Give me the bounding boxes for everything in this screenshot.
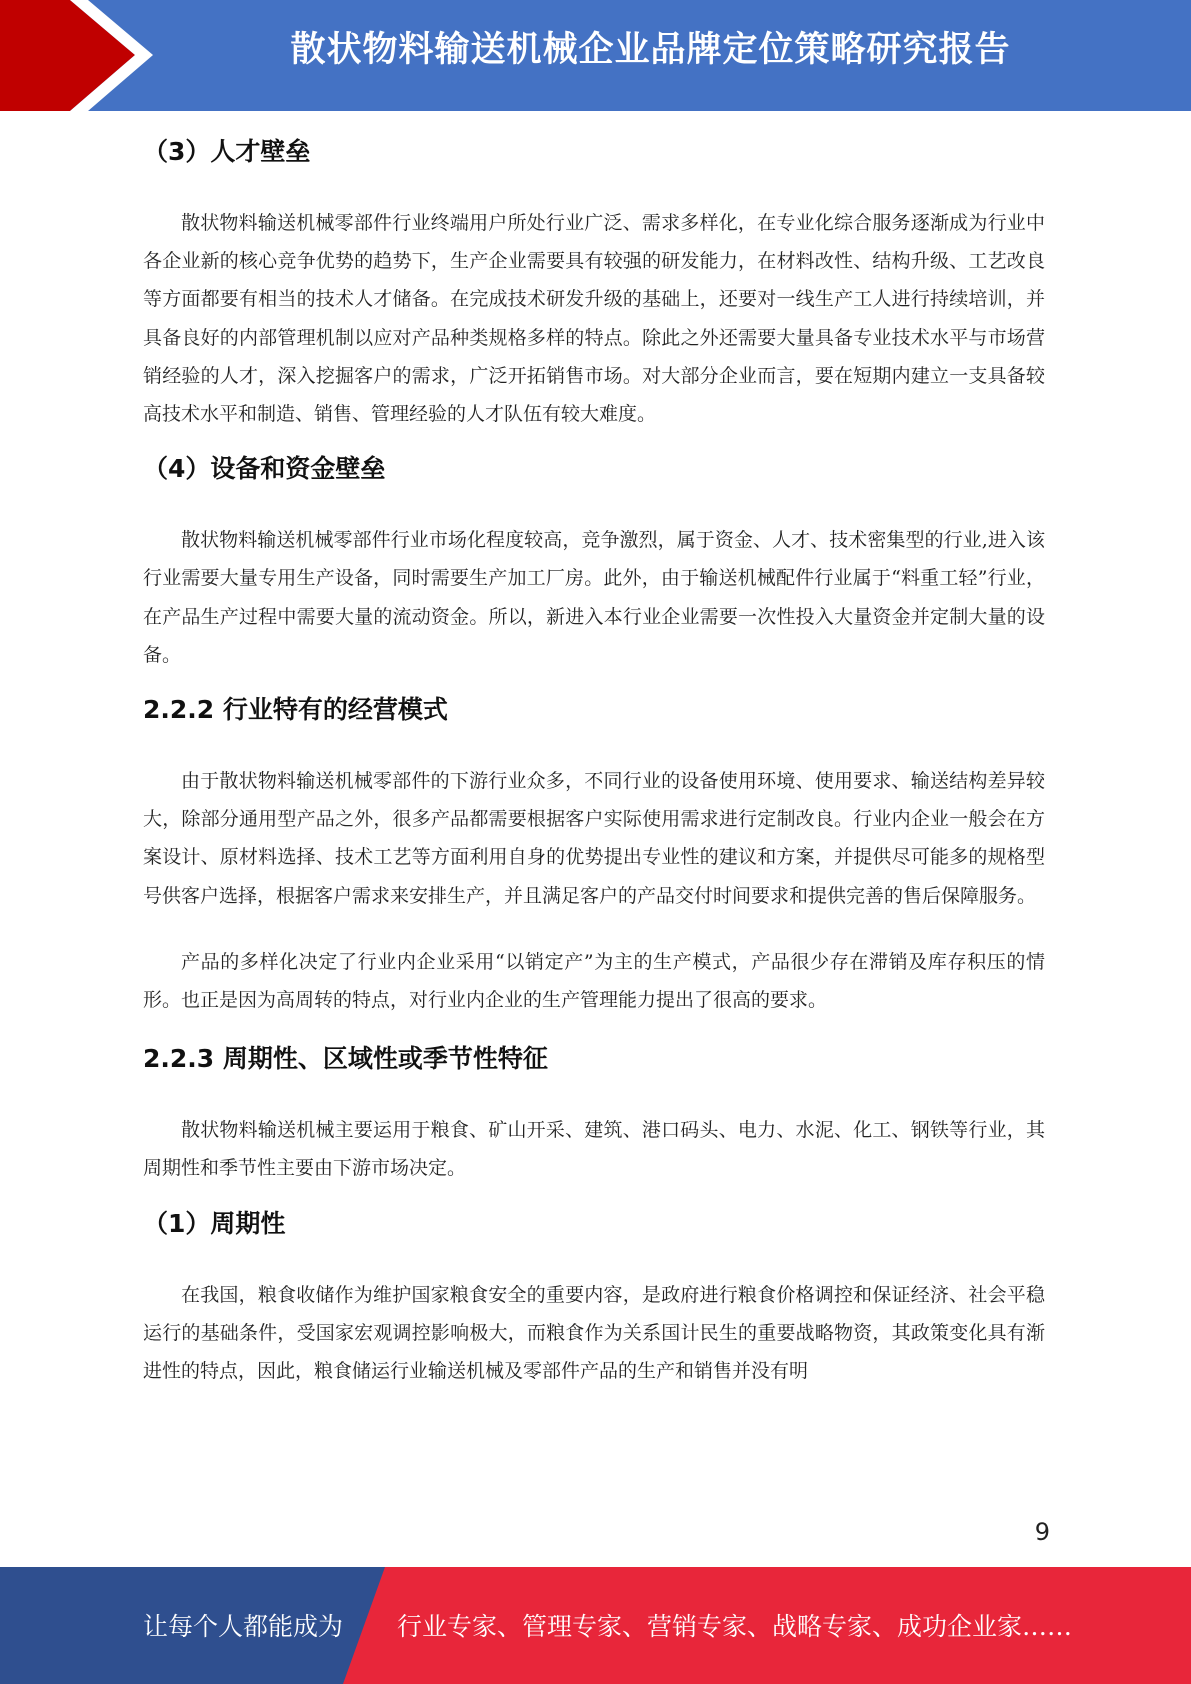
heading-periodicity: （1）周期性 <box>143 1208 286 1238</box>
paragraph-periodicity: 在我国，粮食收储作为维护国家粮食安全的重要内容，是政府进行粮食价格调控和保证经济、社会平稳运行的基础条件，受国家宏观调控影响极大，而粮食作为关系国计民生的重要战略物资，其政策变化具有渐进性的特点，因此，粮食储运行业输送机械及零部件产品的生产和销售并没有明 <box>143 1283 1045 1383</box>
page-number: 9 <box>1034 1518 1050 1546</box>
page-footer <box>0 1567 1191 1684</box>
paragraph-business-model-1: 由于散状物料输送机械零部件的下游行业众多，不同行业的设备使用环境、使用要求、输送结构差异较大，除部分通用型产品之外，很多产品都需要根据客户实际使用需求进行定制改良。行业内企业一般会在方案设计、原材料选择、技术工艺等方面利用自身的优势提出专业性的建议和方案，并提供尽可能多的规格型号供客户选择，根据客户需求来安排生产，并且满足客户的产品交付时间要求和提供完善的售后保障服务。 <box>143 770 1045 907</box>
heading-business-model: 2.2.2 行业特有的经营模式 <box>143 695 448 725</box>
heading-cyclicality: 2.2.3 周期性、区域性或季节性特征 <box>143 1044 548 1074</box>
paragraph-talent-barrier: 散状物料输送机械零部件行业终端用户所处行业广泛、需求多样化，在专业化综合服务逐渐成为行业中各企业新的核心竞争优势的趋势下，生产企业需要具有较强的研发能力，在材料改性、结构升级、工艺改良等方面都要有相当的技术人才储备。在完成技术研发升级的基础上，还要对一线生产工人进行持续培训，并具备良好的内部管理机制以应对产品种类规格多样的特点。除此之外还需要大量具备专业技术水平与市场营销经验的人才，深入挖掘客户的需求，广泛开拓销售市场。对大部分企业而言，要在短期内建立一支具备较高技术水平和制造、销售、管理经验的人才队伍有较大难度。 <box>143 212 1045 426</box>
page-content <box>143 118 1045 1390</box>
paragraph-cyclicality: 散状物料输送机械主要运用于粮食、矿山开采、建筑、港口码头、电力、水泥、化工、钢铁等行业，其周期性和季节性主要由下游市场决定。 <box>143 1119 1045 1180</box>
footer-slogan-right: 行业专家、管理专家、营销专家、战略专家、成功企业家…… <box>397 1612 1073 1641</box>
footer-slogan-left: 让每个人都能成为 <box>143 1612 344 1641</box>
page-header <box>0 0 1191 111</box>
heading-equipment-barrier: （4）设备和资金壁垒 <box>143 454 386 484</box>
paragraph-business-model-2: 产品的多样化决定了行业内企业采用“以销定产”为主的生产模式，产品很少存在滞销及库存积压的情形。也正是因为高周转的特点，对行业内企业的生产管理能力提出了很高的要求。 <box>143 950 1045 1012</box>
report-title: 散状物料输送机械企业品牌定位策略研究报告 <box>290 30 1011 70</box>
paragraph-equipment-barrier: 散状物料输送机械零部件行业市场化程度较高，竞争激烈，属于资金、人才、技术密集型的行业,进入该行业需要大量专用生产设备，同时需要生产加工厂房。此外，由于输送机械配件行业属于“料重工轻”行业，在产品生产过程中需要大量的流动资金。所以，新进入本行业企业需要一次性投入大量资金并定制大量的设备。 <box>143 529 1045 666</box>
heading-talent-barrier: （3）人才壁垒 <box>143 137 311 166</box>
